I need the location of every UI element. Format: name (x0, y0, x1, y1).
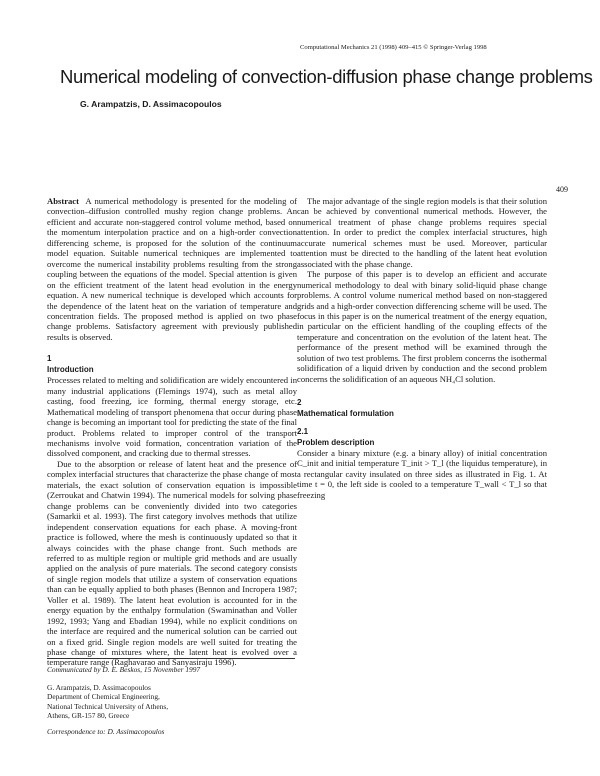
abstract-text: A numerical methodology is presented for the modeling of convection–diffusion controlled mushy region change problems. An efficient and accurate non-staggered control volume method, based on the momentum interpolation practice and on a high-order convection differencing scheme, is proposed for the solution of the continuum model equation. Suitable numerical techniques are implemented to overcome the numerical instability problems resulting from the strong coupling between the equations of the model. Special attention is given on the efficient treatment of the latent head evolution in the energy equation. A new numerical technique is developed which accounts for the dependence of the latent heat on the variation of temperature and concentration fields. The proposed method is applied on two phase change problems. Satisfactory agreement with previously published results is observed. (47, 196, 297, 342)
affiliation-department: Department of Chemical Engineering, (47, 692, 160, 702)
section-2-number: 2 (297, 398, 302, 408)
affiliation-university: National Technical University of Athens, (47, 701, 169, 711)
intro-paragraph-4: The purpose of this paper is to develop an efficient and accurate numerical methodology to deal with binary solid-liquid phase change problems. A control volume numerical method based on non-staggered grids and a high-order convection differencing scheme will be used. The focus in this paper is on the numerical treatment of the energy equation, in particular on the efficient handling of the coupling effects of the temperature and concentration on the evolution of the latent heat. The performance of the present method will be examined through the solution of two test problems. The first problem concerns the isothermal solidification of a liquid driven by conduction and the second problem concerns the solidification of an aqueous NH₄Cl solution. (297, 269, 547, 384)
intro-paragraph-2: Due to the absorption or release of latent heat and the presence of complex interfacial structures that characterize the phase change of most materials, the exact solution of conservation equation is impossible (Zerroukat and Chatwin 1994). The numerical models for solving phase change problems can be conveniently divided into two categories (Samarkii et al. 1993). The first category involves methods that utilize independent conservation equations for each phase. A moving-front practice is followed, where the mesh is continuously updated so that it always coincides with the phase change front. Such methods are referred to as multiple region or multiple grid methods and are usually applied on the analysis of pure materials. The second category consists of single region models that utilize a system of conservation equations than can be equally applied to both phases (Bennon and Incropera 1987; Voller et al. 1989). The latent heat evolution is accounted for in the energy equation by the enthalpy formulation (Swaminathan and Voller 1992, 1993; Yang and Ebadian 1994), while no explicit conditions on the interface are required and the numerical solution can be carried out on a fixed grid. Single region models are well suited for treating the phase change of mixtures where, the latent heat is evolved over a temperature range (Raghavarao and Sanyasiraju 1996). (47, 458, 297, 668)
affiliation-city: Athens, GR-157 80, Greece (47, 710, 130, 720)
paper-title: Numerical modeling of convection-diffusion phase change problems (60, 66, 593, 87)
intro-paragraph-3: The major advantage of the single region models is that their solution can be achieved by conventional numerical methods. However, the numerical treatment of phase change problems requires special attention. In order to predict the complex interfacial structures, high accurate numerical schemes must be used. Moreover, particular attention must be directed to the handling of the latent heat evolution associated with the phase change. (297, 196, 547, 269)
left-column (47, 196, 297, 668)
footnote-rule (47, 658, 295, 659)
section-1-number: 1 (47, 354, 52, 364)
intro-paragraph-1: Processes related to melting and solidification are widely encountered in many industrial applications (Flemings 1974), such as metal alloy casting, food freezing, ice forming, thermal energy storage, etc. Mathematical modeling of transport phenomena that occur during phase change is becoming an important tool for predicting the state of the final product. Problems related to improper control of the transport mechanisms involve void formation, concentration variation of the dissolved component, and cracking due to thermal stresses. (47, 375, 297, 459)
affiliation-names: G. Arampatzis, D. Assimacopoulos (47, 683, 151, 693)
abstract-label: Abstract (47, 196, 79, 206)
problem-description-paragraph: Consider a binary mixture (e.g. a binary alloy) of initial concentration C_init and initial temperature T_init > T_l (the liquidus temperature), in a rectangular cavity insulated on three sides as illustrated in Fig. 1. At time t = 0, the left side is cooled to a temperature T_wall < T_l so that freezing (297, 447, 547, 500)
subsection-2-1-number: 2.1 (297, 427, 309, 437)
section-1-heading: Introduction (47, 364, 94, 374)
footnote-block (47, 658, 297, 736)
journal-reference: Computational Mechanics 21 (1998) 409–415 © Springer-Verlag 1998 (300, 44, 487, 51)
correspondence-note: Correspondence to: D. Assimacopoulos (47, 727, 165, 737)
right-column (297, 196, 547, 500)
subsection-2-1-heading: Problem description (297, 437, 375, 447)
page-number: 409 (556, 185, 568, 194)
section-2-heading: Mathematical formulation (297, 408, 394, 418)
paper-authors: G. Arampatzis, D. Assimacopoulos (80, 99, 222, 109)
abstract-paragraph (47, 196, 297, 342)
communicated-note: Communicated by D. E. Beskos, 15 November 1997 (47, 665, 201, 674)
